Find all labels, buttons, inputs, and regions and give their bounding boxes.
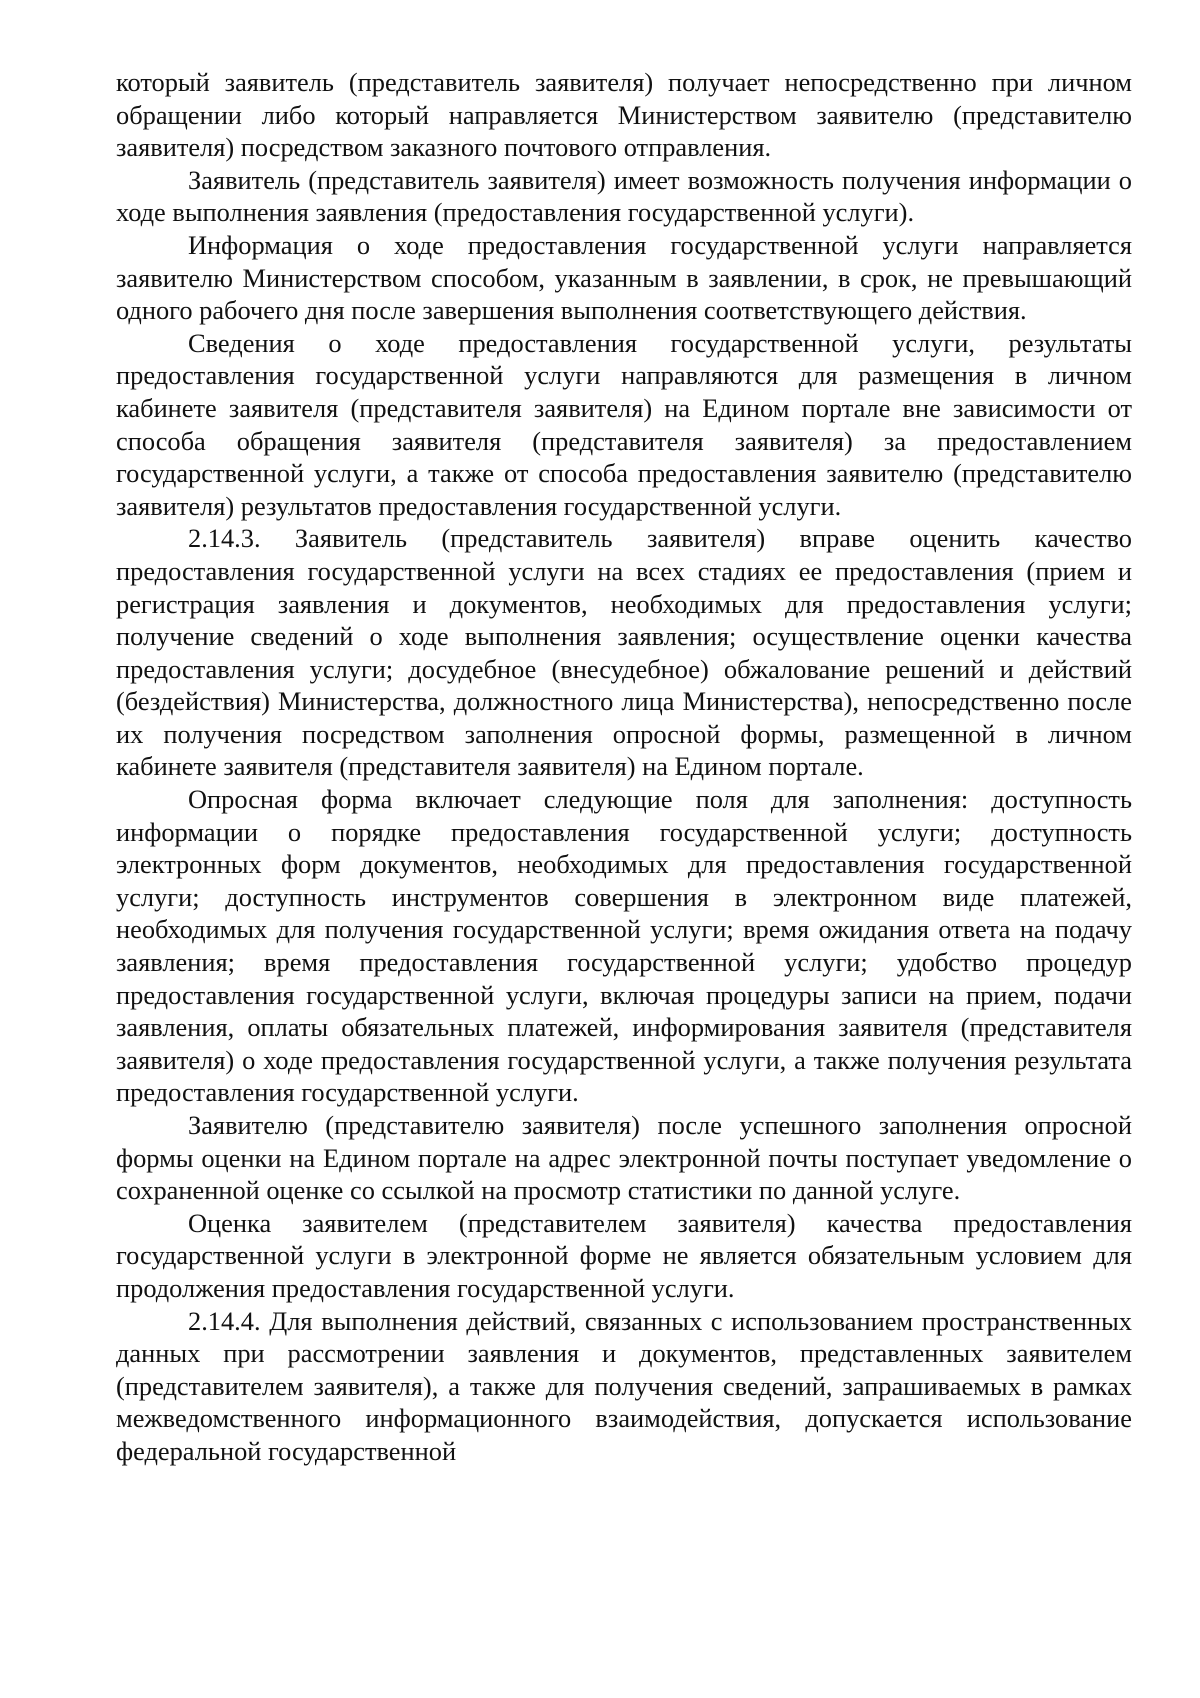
paragraph-9: 2.14.4. Для выполнения действий, связанных с использованием пространственных данных при рассмотрении заявления и документов, представленных заявителем (представителем заявителя), а также для получения сведений, запрашиваемых в рамках межведомственного информационного взаимодействия, допускается использование федеральной государственной <box>116 1305 1132 1466</box>
document-page <box>116 66 1132 1468</box>
paragraph-6: Опросная форма включает следующие поля для заполнения: доступность информации о порядке предоставления государственной услуги; доступность электронных форм документов, необходимых для предоставления государственной услуги; доступность инструментов совершения в электронном виде платежей, необходимых для получения государственной услуги; время ожидания ответа на подачу заявления; время предоставления государственной услуги; удобство процедур предоставления государственной услуги, включая процедуры записи на прием, подачи заявления, оплаты обязательных платежей, информирования заявителя (представителя заявителя) о ходе предоставления государственной услуги, а также получения результата предоставления государственной услуги. <box>116 784 1132 1108</box>
paragraph-7: Заявителю (представителю заявителя) после успешного заполнения опросной формы оценки на Едином портале на адрес электронной почты поступает уведомление о сохраненной оценке со ссылкой на просмотр статистики по данной услуге. <box>116 1110 1132 1206</box>
paragraph-4: Сведения о ходе предоставления государственной услуги, результаты предоставления государственной услуги направляются для размещения в личном кабинете заявителя (представителя заявителя) на Едином портале вне зависимости от способа обращения заявителя (представителя заявителя) за предоставлением государственной услуги, а также от способа предоставления заявителю (представителю заявителя) результатов предоставления государственной услуги. <box>116 327 1132 521</box>
paragraph-2: Заявитель (представитель заявителя) имеет возможность получения информации о ходе выполнения заявления (предоставления государственной услуги). <box>116 164 1132 228</box>
paragraph-3: Информация о ходе предоставления государственной услуги направляется заявителю Министерством способом, указанным в заявлении, в срок, не превышающий одного рабочего дня после завершения выполнения соответствующего действия. <box>116 229 1132 326</box>
paragraph-5: 2.14.3. Заявитель (представитель заявителя) вправе оценить качество предоставления государственной услуги на всех стадиях ее предоставления (прием и регистрация заявления и документов, необходимых для предоставления услуги; получение сведений о ходе выполнения заявления; осуществление оценки качества предоставления услуги; досудебное (внесудебное) обжалование решений и действий (бездействия) Министерства, должностного лица Министерства), непосредственно после их получения посредством заполнения опросной формы, размещенной в личном кабинете заявителя (представителя заявителя) на Едином портале. <box>116 523 1132 782</box>
paragraph-1: который заявитель (представитель заявителя) получает непосредственно при личном обращении либо который направляется Министерством заявителю (представителю заявителя) посредством заказного почтового отправления. <box>116 67 1132 163</box>
paragraph-8: Оценка заявителем (представителем заявителя) качества предоставления государственной услуги в электронной форме не является обязательным условием для продолжения предоставления государственной услуги. <box>116 1207 1132 1303</box>
